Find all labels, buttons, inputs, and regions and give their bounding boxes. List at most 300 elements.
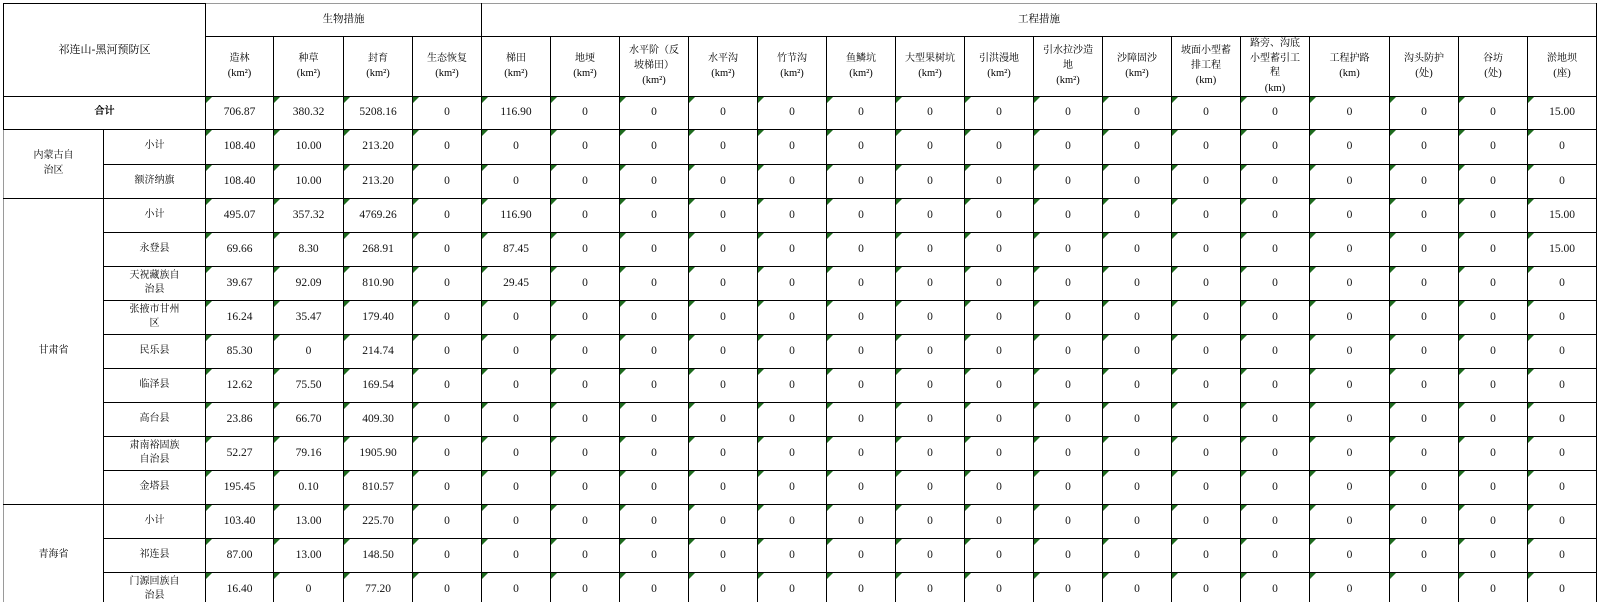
- value-cell[interactable]: 0: [896, 368, 965, 402]
- value-cell[interactable]: 0: [551, 198, 620, 232]
- value-cell[interactable]: 0: [1034, 96, 1103, 129]
- value-cell[interactable]: 0: [827, 470, 896, 504]
- value-cell[interactable]: 0: [1241, 198, 1310, 232]
- value-cell[interactable]: 0: [1528, 436, 1597, 470]
- value-cell[interactable]: 0: [758, 300, 827, 334]
- value-cell[interactable]: 0: [413, 470, 482, 504]
- value-cell[interactable]: 0: [1172, 538, 1241, 572]
- value-cell[interactable]: 108.40: [206, 129, 274, 164]
- value-cell[interactable]: 0: [1459, 198, 1528, 232]
- value-cell[interactable]: 0: [1172, 198, 1241, 232]
- value-cell[interactable]: 0: [758, 436, 827, 470]
- value-cell[interactable]: 0: [1172, 368, 1241, 402]
- value-cell[interactable]: 495.07: [206, 198, 274, 232]
- value-cell[interactable]: 0.10: [274, 470, 344, 504]
- value-cell[interactable]: 409.30: [344, 402, 413, 436]
- value-cell[interactable]: 0: [1310, 300, 1390, 334]
- value-cell[interactable]: 0: [827, 266, 896, 300]
- value-cell[interactable]: 0: [1390, 96, 1459, 129]
- value-cell[interactable]: 0: [620, 164, 689, 198]
- value-cell[interactable]: 0: [1459, 300, 1528, 334]
- value-cell[interactable]: 10.00: [274, 164, 344, 198]
- value-cell[interactable]: 0: [1390, 129, 1459, 164]
- value-cell[interactable]: 0: [1459, 232, 1528, 266]
- value-cell[interactable]: 0: [1103, 368, 1172, 402]
- value-cell[interactable]: 0: [1103, 164, 1172, 198]
- value-cell[interactable]: 0: [1310, 402, 1390, 436]
- value-cell[interactable]: 0: [1310, 129, 1390, 164]
- value-cell[interactable]: 225.70: [344, 504, 413, 538]
- value-cell[interactable]: 0: [758, 572, 827, 602]
- value-cell[interactable]: 0: [620, 402, 689, 436]
- value-cell[interactable]: 0: [1103, 504, 1172, 538]
- value-cell[interactable]: 0: [1241, 436, 1310, 470]
- value-cell[interactable]: 0: [827, 402, 896, 436]
- value-cell[interactable]: 0: [1528, 164, 1597, 198]
- value-cell[interactable]: 179.40: [344, 300, 413, 334]
- value-cell[interactable]: 0: [758, 538, 827, 572]
- value-cell[interactable]: 0: [413, 129, 482, 164]
- value-cell[interactable]: 0: [413, 334, 482, 368]
- value-cell[interactable]: 0: [274, 572, 344, 602]
- value-cell[interactable]: 0: [1103, 572, 1172, 602]
- value-cell[interactable]: 0: [689, 402, 758, 436]
- value-cell[interactable]: 0: [1172, 232, 1241, 266]
- value-cell[interactable]: 0: [1241, 368, 1310, 402]
- value-cell[interactable]: 0: [965, 164, 1034, 198]
- value-cell[interactable]: 0: [965, 266, 1034, 300]
- value-cell[interactable]: 0: [1172, 129, 1241, 164]
- value-cell[interactable]: 0: [965, 96, 1034, 129]
- value-cell[interactable]: 0: [965, 300, 1034, 334]
- value-cell[interactable]: 0: [1459, 129, 1528, 164]
- value-cell[interactable]: 0: [1034, 232, 1103, 266]
- value-cell[interactable]: 0: [1310, 470, 1390, 504]
- value-cell[interactable]: 0: [1528, 572, 1597, 602]
- value-cell[interactable]: 0: [620, 470, 689, 504]
- value-cell[interactable]: 16.40: [206, 572, 274, 602]
- value-cell[interactable]: 0: [1241, 129, 1310, 164]
- value-cell[interactable]: 0: [1390, 334, 1459, 368]
- value-cell[interactable]: 0: [965, 402, 1034, 436]
- value-cell[interactable]: 0: [827, 129, 896, 164]
- value-cell[interactable]: 0: [1390, 538, 1459, 572]
- value-cell[interactable]: 4769.26: [344, 198, 413, 232]
- value-cell[interactable]: 0: [1034, 300, 1103, 334]
- value-cell[interactable]: 108.40: [206, 164, 274, 198]
- value-cell[interactable]: 0: [1459, 470, 1528, 504]
- value-cell[interactable]: 0: [482, 402, 551, 436]
- value-cell[interactable]: 0: [1390, 368, 1459, 402]
- value-cell[interactable]: 0: [620, 538, 689, 572]
- value-cell[interactable]: 0: [1310, 368, 1390, 402]
- value-cell[interactable]: 0: [1172, 334, 1241, 368]
- value-cell[interactable]: 0: [689, 538, 758, 572]
- value-cell[interactable]: 0: [689, 129, 758, 164]
- value-cell[interactable]: 8.30: [274, 232, 344, 266]
- value-cell[interactable]: 0: [1103, 300, 1172, 334]
- value-cell[interactable]: 148.50: [344, 538, 413, 572]
- value-cell[interactable]: 169.54: [344, 368, 413, 402]
- value-cell[interactable]: 0: [689, 504, 758, 538]
- value-cell[interactable]: 0: [965, 572, 1034, 602]
- value-cell[interactable]: 0: [620, 96, 689, 129]
- value-cell[interactable]: 0: [551, 334, 620, 368]
- value-cell[interactable]: 0: [413, 504, 482, 538]
- value-cell[interactable]: 0: [689, 266, 758, 300]
- value-cell[interactable]: 0: [551, 402, 620, 436]
- value-cell[interactable]: 69.66: [206, 232, 274, 266]
- value-cell[interactable]: 0: [1528, 538, 1597, 572]
- value-cell[interactable]: 380.32: [274, 96, 344, 129]
- value-cell[interactable]: 810.90: [344, 266, 413, 300]
- value-cell[interactable]: 92.09: [274, 266, 344, 300]
- value-cell[interactable]: 0: [1103, 129, 1172, 164]
- value-cell[interactable]: 0: [827, 334, 896, 368]
- value-cell[interactable]: 0: [1103, 266, 1172, 300]
- value-cell[interactable]: 0: [827, 572, 896, 602]
- value-cell[interactable]: 35.47: [274, 300, 344, 334]
- value-cell[interactable]: 0: [620, 504, 689, 538]
- value-cell[interactable]: 0: [1241, 538, 1310, 572]
- value-cell[interactable]: 0: [896, 266, 965, 300]
- value-cell[interactable]: 0: [413, 402, 482, 436]
- value-cell[interactable]: 0: [827, 232, 896, 266]
- value-cell[interactable]: 0: [1390, 572, 1459, 602]
- value-cell[interactable]: 0: [1172, 436, 1241, 470]
- value-cell[interactable]: 0: [1172, 164, 1241, 198]
- value-cell[interactable]: 13.00: [274, 538, 344, 572]
- value-cell[interactable]: 0: [1459, 164, 1528, 198]
- value-cell[interactable]: 0: [620, 334, 689, 368]
- value-cell[interactable]: 0: [551, 96, 620, 129]
- value-cell[interactable]: 0: [1241, 572, 1310, 602]
- value-cell[interactable]: 39.67: [206, 266, 274, 300]
- value-cell[interactable]: 87.00: [206, 538, 274, 572]
- value-cell[interactable]: 0: [482, 368, 551, 402]
- value-cell[interactable]: 0: [827, 436, 896, 470]
- value-cell[interactable]: 0: [1528, 504, 1597, 538]
- value-cell[interactable]: 0: [482, 470, 551, 504]
- value-cell[interactable]: 0: [689, 232, 758, 266]
- value-cell[interactable]: 10.00: [274, 129, 344, 164]
- value-cell[interactable]: 0: [620, 198, 689, 232]
- value-cell[interactable]: 0: [758, 232, 827, 266]
- value-cell[interactable]: 0: [689, 572, 758, 602]
- value-cell[interactable]: 0: [1034, 470, 1103, 504]
- value-cell[interactable]: 0: [482, 300, 551, 334]
- value-cell[interactable]: 0: [896, 538, 965, 572]
- value-cell[interactable]: 0: [482, 129, 551, 164]
- value-cell[interactable]: 0: [1528, 470, 1597, 504]
- value-cell[interactable]: 0: [1172, 470, 1241, 504]
- value-cell[interactable]: 85.30: [206, 334, 274, 368]
- value-cell[interactable]: 0: [896, 436, 965, 470]
- value-cell[interactable]: 0: [1241, 300, 1310, 334]
- value-cell[interactable]: 0: [1459, 538, 1528, 572]
- value-cell[interactable]: 0: [1103, 96, 1172, 129]
- value-cell[interactable]: 0: [1390, 436, 1459, 470]
- value-cell[interactable]: 0: [620, 300, 689, 334]
- value-cell[interactable]: 0: [1528, 368, 1597, 402]
- value-cell[interactable]: 16.24: [206, 300, 274, 334]
- value-cell[interactable]: 0: [482, 538, 551, 572]
- value-cell[interactable]: 0: [620, 368, 689, 402]
- value-cell[interactable]: 0: [413, 266, 482, 300]
- value-cell[interactable]: 0: [1172, 402, 1241, 436]
- value-cell[interactable]: 0: [1390, 198, 1459, 232]
- value-cell[interactable]: 0: [274, 334, 344, 368]
- value-cell[interactable]: 15.00: [1528, 232, 1597, 266]
- value-cell[interactable]: 0: [1528, 266, 1597, 300]
- value-cell[interactable]: 0: [1103, 402, 1172, 436]
- value-cell[interactable]: 0: [1103, 538, 1172, 572]
- value-cell[interactable]: 0: [758, 164, 827, 198]
- value-cell[interactable]: 0: [413, 232, 482, 266]
- value-cell[interactable]: 0: [689, 334, 758, 368]
- value-cell[interactable]: 0: [1103, 232, 1172, 266]
- value-cell[interactable]: 0: [413, 572, 482, 602]
- value-cell[interactable]: 0: [551, 436, 620, 470]
- value-cell[interactable]: 29.45: [482, 266, 551, 300]
- value-cell[interactable]: 195.45: [206, 470, 274, 504]
- value-cell[interactable]: 0: [896, 470, 965, 504]
- value-cell[interactable]: 0: [827, 504, 896, 538]
- value-cell[interactable]: 0: [758, 96, 827, 129]
- value-cell[interactable]: 0: [1034, 368, 1103, 402]
- value-cell[interactable]: 0: [758, 334, 827, 368]
- value-cell[interactable]: 0: [1459, 96, 1528, 129]
- value-cell[interactable]: 1905.90: [344, 436, 413, 470]
- value-cell[interactable]: 13.00: [274, 504, 344, 538]
- value-cell[interactable]: 0: [1241, 402, 1310, 436]
- value-cell[interactable]: 0: [1241, 266, 1310, 300]
- value-cell[interactable]: 0: [1034, 538, 1103, 572]
- value-cell[interactable]: 0: [965, 198, 1034, 232]
- value-cell[interactable]: 0: [896, 164, 965, 198]
- value-cell[interactable]: 0: [758, 504, 827, 538]
- value-cell[interactable]: 0: [827, 300, 896, 334]
- value-cell[interactable]: 79.16: [274, 436, 344, 470]
- value-cell[interactable]: 0: [965, 334, 1034, 368]
- value-cell[interactable]: 0: [1528, 129, 1597, 164]
- value-cell[interactable]: 0: [1459, 368, 1528, 402]
- value-cell[interactable]: 0: [1459, 266, 1528, 300]
- value-cell[interactable]: 0: [551, 266, 620, 300]
- value-cell[interactable]: 0: [689, 436, 758, 470]
- value-cell[interactable]: 0: [896, 504, 965, 538]
- value-cell[interactable]: 0: [758, 470, 827, 504]
- value-cell[interactable]: 0: [482, 504, 551, 538]
- value-cell[interactable]: 12.62: [206, 368, 274, 402]
- value-cell[interactable]: 0: [1528, 300, 1597, 334]
- value-cell[interactable]: 0: [1310, 572, 1390, 602]
- value-cell[interactable]: 103.40: [206, 504, 274, 538]
- value-cell[interactable]: 0: [896, 334, 965, 368]
- value-cell[interactable]: 0: [965, 368, 1034, 402]
- value-cell[interactable]: 0: [620, 266, 689, 300]
- value-cell[interactable]: 214.74: [344, 334, 413, 368]
- value-cell[interactable]: 0: [965, 436, 1034, 470]
- value-cell[interactable]: 0: [551, 129, 620, 164]
- value-cell[interactable]: 0: [758, 368, 827, 402]
- value-cell[interactable]: 0: [1172, 572, 1241, 602]
- value-cell[interactable]: 0: [689, 300, 758, 334]
- value-cell[interactable]: 268.91: [344, 232, 413, 266]
- value-cell[interactable]: 0: [551, 538, 620, 572]
- value-cell[interactable]: 0: [1390, 232, 1459, 266]
- value-cell[interactable]: 0: [413, 436, 482, 470]
- value-cell[interactable]: 0: [896, 129, 965, 164]
- value-cell[interactable]: 357.32: [274, 198, 344, 232]
- value-cell[interactable]: 0: [1390, 300, 1459, 334]
- value-cell[interactable]: 0: [1103, 436, 1172, 470]
- value-cell[interactable]: 0: [1390, 470, 1459, 504]
- value-cell[interactable]: 5208.16: [344, 96, 413, 129]
- value-cell[interactable]: 0: [1034, 572, 1103, 602]
- value-cell[interactable]: 0: [413, 538, 482, 572]
- value-cell[interactable]: 0: [413, 300, 482, 334]
- value-cell[interactable]: 0: [551, 232, 620, 266]
- value-cell[interactable]: 52.27: [206, 436, 274, 470]
- value-cell[interactable]: 0: [1390, 266, 1459, 300]
- value-cell[interactable]: 0: [1310, 232, 1390, 266]
- value-cell[interactable]: 0: [965, 504, 1034, 538]
- value-cell[interactable]: 0: [551, 504, 620, 538]
- value-cell[interactable]: 15.00: [1528, 96, 1597, 129]
- value-cell[interactable]: 0: [620, 232, 689, 266]
- value-cell[interactable]: 0: [1241, 334, 1310, 368]
- value-cell[interactable]: 0: [482, 436, 551, 470]
- value-cell[interactable]: 0: [482, 164, 551, 198]
- value-cell[interactable]: 0: [551, 164, 620, 198]
- value-cell[interactable]: 0: [1103, 198, 1172, 232]
- value-cell[interactable]: 0: [827, 198, 896, 232]
- value-cell[interactable]: 0: [1310, 504, 1390, 538]
- value-cell[interactable]: 0: [1034, 436, 1103, 470]
- value-cell[interactable]: 116.90: [482, 198, 551, 232]
- value-cell[interactable]: 0: [413, 164, 482, 198]
- value-cell[interactable]: 0: [896, 198, 965, 232]
- value-cell[interactable]: 0: [965, 129, 1034, 164]
- value-cell[interactable]: 0: [827, 164, 896, 198]
- value-cell[interactable]: 0: [1390, 164, 1459, 198]
- value-cell[interactable]: 0: [1103, 334, 1172, 368]
- value-cell[interactable]: 0: [965, 470, 1034, 504]
- value-cell[interactable]: 0: [413, 368, 482, 402]
- value-cell[interactable]: 0: [1241, 470, 1310, 504]
- value-cell[interactable]: 0: [1459, 504, 1528, 538]
- value-cell[interactable]: 0: [1390, 402, 1459, 436]
- value-cell[interactable]: 0: [1310, 436, 1390, 470]
- value-cell[interactable]: 0: [1034, 164, 1103, 198]
- value-cell[interactable]: 0: [1310, 538, 1390, 572]
- value-cell[interactable]: 0: [551, 572, 620, 602]
- value-cell[interactable]: 0: [1172, 96, 1241, 129]
- value-cell[interactable]: 0: [1310, 164, 1390, 198]
- value-cell[interactable]: 0: [1310, 266, 1390, 300]
- value-cell[interactable]: 0: [1459, 402, 1528, 436]
- value-cell[interactable]: 0: [1459, 334, 1528, 368]
- value-cell[interactable]: 0: [689, 198, 758, 232]
- value-cell[interactable]: 0: [551, 300, 620, 334]
- value-cell[interactable]: 0: [551, 470, 620, 504]
- value-cell[interactable]: 0: [1528, 402, 1597, 436]
- value-cell[interactable]: 0: [827, 368, 896, 402]
- value-cell[interactable]: 0: [620, 129, 689, 164]
- value-cell[interactable]: 0: [1310, 96, 1390, 129]
- value-cell[interactable]: 0: [1390, 504, 1459, 538]
- value-cell[interactable]: 0: [1103, 470, 1172, 504]
- value-cell[interactable]: 75.50: [274, 368, 344, 402]
- value-cell[interactable]: 0: [1241, 232, 1310, 266]
- value-cell[interactable]: 0: [1528, 334, 1597, 368]
- value-cell[interactable]: 0: [1034, 266, 1103, 300]
- value-cell[interactable]: 0: [689, 368, 758, 402]
- value-cell[interactable]: 0: [758, 129, 827, 164]
- value-cell[interactable]: 0: [965, 232, 1034, 266]
- value-cell[interactable]: 0: [758, 266, 827, 300]
- value-cell[interactable]: 0: [1172, 300, 1241, 334]
- value-cell[interactable]: 0: [1034, 198, 1103, 232]
- value-cell[interactable]: 0: [689, 470, 758, 504]
- value-cell[interactable]: 0: [827, 538, 896, 572]
- value-cell[interactable]: 0: [482, 334, 551, 368]
- value-cell[interactable]: 0: [1459, 436, 1528, 470]
- value-cell[interactable]: 810.57: [344, 470, 413, 504]
- value-cell[interactable]: 0: [413, 198, 482, 232]
- value-cell[interactable]: 706.87: [206, 96, 274, 129]
- value-cell[interactable]: 0: [482, 572, 551, 602]
- value-cell[interactable]: 0: [1034, 504, 1103, 538]
- value-cell[interactable]: 0: [689, 164, 758, 198]
- value-cell[interactable]: 15.00: [1528, 198, 1597, 232]
- value-cell[interactable]: 0: [620, 436, 689, 470]
- value-cell[interactable]: 0: [1310, 198, 1390, 232]
- value-cell[interactable]: 66.70: [274, 402, 344, 436]
- value-cell[interactable]: 0: [689, 96, 758, 129]
- value-cell[interactable]: 0: [896, 300, 965, 334]
- value-cell[interactable]: 0: [620, 572, 689, 602]
- value-cell[interactable]: 0: [1034, 129, 1103, 164]
- value-cell[interactable]: 0: [1172, 504, 1241, 538]
- value-cell[interactable]: 213.20: [344, 129, 413, 164]
- value-cell[interactable]: 0: [1241, 504, 1310, 538]
- value-cell[interactable]: 0: [896, 96, 965, 129]
- value-cell[interactable]: 0: [413, 96, 482, 129]
- value-cell[interactable]: 0: [896, 232, 965, 266]
- value-cell[interactable]: 0: [551, 368, 620, 402]
- value-cell[interactable]: 0: [896, 402, 965, 436]
- value-cell[interactable]: 0: [1241, 164, 1310, 198]
- value-cell[interactable]: 23.86: [206, 402, 274, 436]
- value-cell[interactable]: 0: [1172, 266, 1241, 300]
- value-cell[interactable]: 0: [1310, 334, 1390, 368]
- value-cell[interactable]: 0: [965, 538, 1034, 572]
- value-cell[interactable]: 0: [758, 402, 827, 436]
- value-cell[interactable]: 213.20: [344, 164, 413, 198]
- value-cell[interactable]: 0: [1459, 572, 1528, 602]
- value-cell[interactable]: 0: [1034, 334, 1103, 368]
- value-cell[interactable]: 87.45: [482, 232, 551, 266]
- value-cell[interactable]: 116.90: [482, 96, 551, 129]
- value-cell[interactable]: 0: [1241, 96, 1310, 129]
- value-cell[interactable]: 77.20: [344, 572, 413, 602]
- value-cell[interactable]: 0: [758, 198, 827, 232]
- value-cell[interactable]: 0: [896, 572, 965, 602]
- value-cell[interactable]: 0: [1034, 402, 1103, 436]
- value-cell[interactable]: 0: [827, 96, 896, 129]
